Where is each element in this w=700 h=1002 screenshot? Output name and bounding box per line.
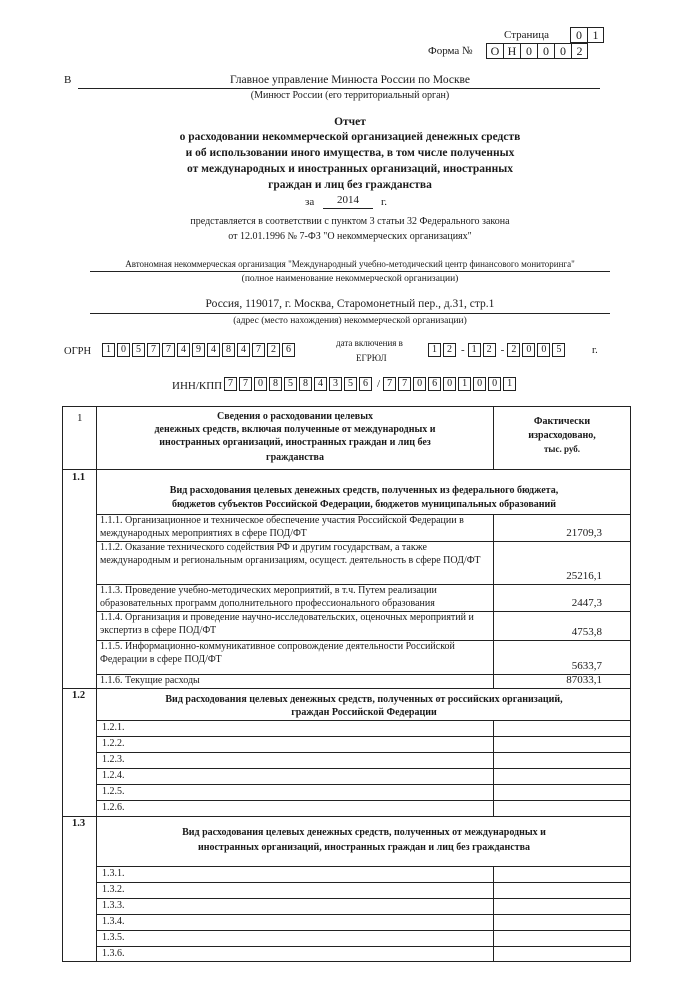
egrul-year-digit: 0 [537,343,550,357]
report-title: Отчет [334,116,366,128]
form-number-digit: 0 [537,43,554,59]
year-underline [323,208,373,209]
egrul-label-2: ЕГРЮЛ [356,353,387,363]
inn-digit: 5 [284,377,297,391]
report-year: 2014 [337,194,359,206]
page-label: Страница [504,29,550,41]
form-number-digit: О [486,43,503,59]
section-1-3-title-1: Вид расходования целевых денежных средств, полученных от международных и [182,827,546,838]
table-col3-header-2: израсходовано, [528,430,596,441]
inn-digit: 4 [314,377,327,391]
ogrn-digit: 7 [162,343,175,357]
egrul-day-digit: 2 [443,343,456,357]
kpp-digit: 0 [488,377,501,391]
egrul-year-digit: 5 [552,343,565,357]
table-row-divider [96,914,631,915]
page-number-digit: 1 [587,27,604,43]
ogrn-digit: 6 [282,343,295,357]
ogrn-digit: 8 [222,343,235,357]
table-row-divider [96,736,631,737]
section-1-2-title-1: Вид расходования целевых денежных средств, полученных от российских организаций, [165,694,563,705]
section-1-2-row-label: 1.2.6. [102,802,125,813]
kpp-digit: 0 [413,377,426,391]
table-row-divider [96,800,631,801]
table-col3-header-3: тыс. руб. [544,444,580,454]
section-1-3-row-label: 1.3.4. [102,916,125,927]
organization-address: Россия, 119017, г. Москва, Старомонетный пер., д.31, стр.1 [205,298,495,310]
section-1-2-row-label: 1.2.3. [102,754,125,765]
egrul-date-cells [428,343,567,357]
basis-line-2: от 12.01.1996 № 7-ФЗ "О некоммерческих организациях" [228,231,472,242]
table-row-text: 1.1.6. Текущие расходы [100,675,200,686]
section-1-2-title-2: граждан Российской Федерации [291,707,437,718]
form-number-cells [486,43,588,59]
section-1-3-top [62,816,631,817]
inn-digit: 6 [359,377,372,391]
egrul-year-digit: 0 [522,343,535,357]
date-separator: - [461,344,465,356]
section-1-2-row-label: 1.2.1. [102,722,125,733]
ogrn-cells [102,343,297,357]
inn-kpp-label: ИНН/КПП [172,380,223,392]
table-row-divider [96,768,631,769]
col-divider-1 [96,406,97,962]
section-1-3-number: 1.3 [72,818,86,829]
egrul-month-digit: 1 [468,343,481,357]
report-subtitle-3: от международных и иностранных организаций, иностранных [187,163,513,175]
table-row-text: 1.1.5. Информационно-коммуникативное сопровождение деятельности Российской Федерации в сфере ПОД/ФТ [100,641,455,665]
table-row-text: 1.1.1. Организационное и техническое обеспечение участия Российской Федерации в международных мероприятиях в сфере ПОД/ФТ [100,515,464,539]
table-row-value: 2447,3 [571,597,602,609]
form-number-digit: Н [503,43,520,59]
form-number-digit: 0 [554,43,571,59]
table-row-value: 5633,7 [571,660,602,672]
table-row-divider [96,946,631,947]
table-row-value: 4753,8 [571,626,602,638]
recipient-underline [78,88,600,89]
organization-name: Автономная некоммерческая организация "Международный учебно-методический центр финансового мониторинга" [125,259,575,269]
ogrn-digit: 4 [207,343,220,357]
table-row-divider [96,752,631,753]
kpp-digit: 7 [383,377,396,391]
ogrn-digit: 2 [267,343,280,357]
section-1-2-row-label: 1.2.2. [102,738,125,749]
inn-kpp-cells [224,377,518,391]
year-prefix: за [305,196,315,208]
inn-kpp-separator: / [377,378,381,390]
inn-digit: 3 [329,377,342,391]
table-row-divider [96,898,631,899]
basis-line-1: представляется в соответствии с пунктом 3 статьи 32 Федерального закона [190,216,510,227]
ogrn-digit: 9 [192,343,205,357]
table-row-text: 1.1.4. Организация и проведение научно-исследовательских, оценочных мероприятий и экспертиз в сфере ПОД/ФТ [100,612,474,636]
table-col1-number: 1 [77,412,83,424]
inn-digit: 7 [224,377,237,391]
ogrn-digit: 7 [252,343,265,357]
section-1-2-row-label: 1.2.5. [102,786,125,797]
address-underline [90,313,610,314]
table-row-value: 87033,1 [566,674,602,686]
table-row-text: 1.1.3. Проведение учебно-методических мероприятий, в т.ч. Путем реализации образовательных программ дополнительного профессионального образования [100,585,437,609]
section-1-3-row-label: 1.3.6. [102,948,125,959]
table-row-text: 1.1.2. Оказание технического содействия РФ и другим государствам, а также международным и региональным организациям, осущест. деятельность в сфере ПОД/ФТ [100,542,481,566]
date-suffix: г. [592,345,598,356]
recipient-caption: (Минюст России (его территориальный орган) [250,90,450,101]
section-1-3-row-label: 1.3.5. [102,932,125,943]
egrul-label-1: дата включения в [336,338,403,348]
report-subtitle-2: и об использовании иного имущества, в том числе полученных [185,147,515,159]
year-suffix: г. [381,196,388,208]
table-row-divider [96,930,631,931]
report-subtitle-4: граждан и лиц без гражданства [268,179,432,191]
egrul-month-digit: 2 [483,343,496,357]
section-1-1-number: 1.1 [72,472,86,483]
section-1-3-row-label: 1.3.1. [102,868,125,879]
table-header-line-3: иностранных организаций, иностранных граждан и лиц без [159,437,431,448]
section-1-2-number: 1.2 [72,690,86,701]
kpp-digit: 0 [473,377,486,391]
ogrn-digit: 5 [132,343,145,357]
inn-digit: 8 [299,377,312,391]
col-divider-2-header [493,406,494,469]
date-separator: - [500,344,505,356]
ogrn-digit: 7 [147,343,160,357]
inn-digit: 7 [239,377,252,391]
table-row-value: 21709,3 [566,527,602,539]
inn-digit: 0 [254,377,267,391]
ogrn-digit: 4 [237,343,250,357]
table-header-line-2: денежных средств, включая полученные от международных и [154,424,436,435]
section-1-3-row-label: 1.3.2. [102,884,125,895]
kpp-digit: 6 [428,377,441,391]
table-row-divider [96,882,631,883]
section-1-1-title-1: Вид расходования целевых денежных средств, полученных из федерального бюджета, [169,485,559,496]
ogrn-digit: 0 [117,343,130,357]
section-1-2-row-label: 1.2.4. [102,770,125,781]
section-1-3-title-2: иностранных организаций, иностранных граждан и лиц без гражданства [197,842,531,853]
table-row-divider [96,784,631,785]
ogrn-digit: 4 [177,343,190,357]
form-number-digit: 0 [520,43,537,59]
section-1-1-title-2: бюджетов субъектов Российской Федерации, бюджетов муниципальных образований [171,499,557,510]
kpp-digit: 7 [398,377,411,391]
kpp-digit: 0 [443,377,456,391]
organization-caption: (полное наименование некоммерческой организации) [241,274,459,284]
table-header-line-4: гражданства [266,452,324,463]
egrul-year-digit: 2 [507,343,520,357]
header-row-bottom [62,469,631,470]
recipient-name: Главное управление Минюста России по Москве [229,74,471,86]
table-col3-header-1: Фактически [533,416,591,427]
table-row-value: 25216,1 [566,570,602,582]
organization-underline [90,271,610,272]
kpp-digit: 1 [503,377,516,391]
egrul-day-digit: 1 [428,343,441,357]
form-number-digit: 2 [571,43,588,59]
kpp-digit: 1 [458,377,471,391]
inn-digit: 5 [344,377,357,391]
section-1-2-top [62,688,631,689]
table-header-line-1: Сведения о расходовании целевых [216,411,373,422]
ogrn-digit: 1 [102,343,115,357]
report-subtitle-1: о расходовании некоммерческой организацией денежных средств [179,131,521,143]
ogrn-label: ОГРН [64,346,92,357]
page-number-cells [570,27,604,43]
table-row-divider [96,866,631,867]
section-1-3-row-label: 1.3.3. [102,900,125,911]
form-label: Форма № [428,45,473,57]
recipient-prefix: В [64,74,72,86]
address-caption: (адрес (место нахождения) некоммерческой организации) [233,316,467,326]
inn-digit: 8 [269,377,282,391]
table-row-divider [96,720,631,721]
page-number-digit: 0 [570,27,587,43]
